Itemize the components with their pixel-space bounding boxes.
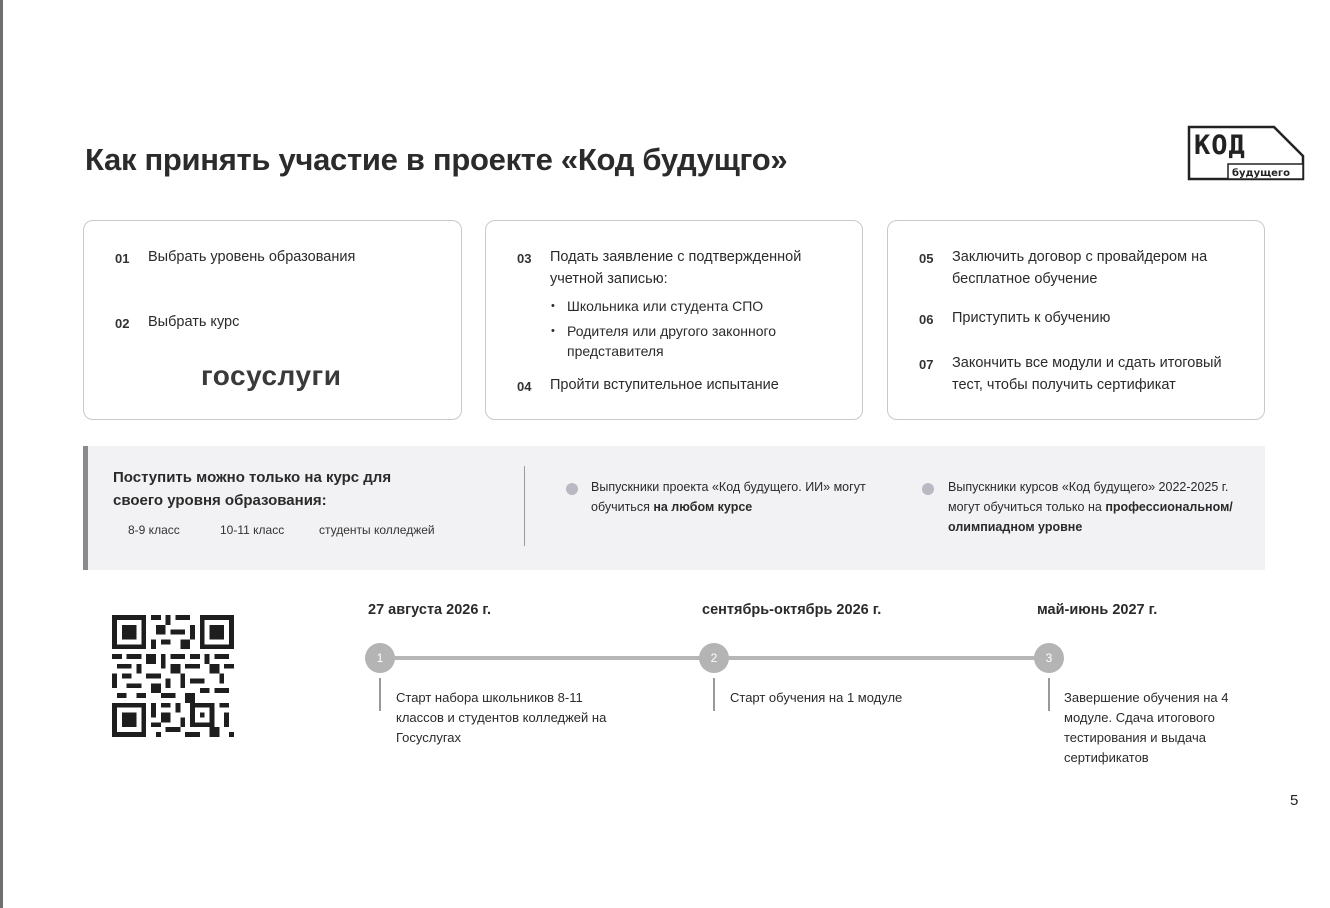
page-number: 5	[1290, 792, 1299, 809]
step-number: 01	[115, 251, 130, 266]
gosuslugi-logo: госуслуги	[201, 360, 342, 391]
timeline-date-1: 27 августа 2026 г.	[368, 602, 492, 618]
note-text: Выпускники курсов «Код будущего» 2022-2025 г. могут обучиться только на	[948, 480, 1229, 514]
steps-card-3	[887, 220, 1265, 420]
logo-text-main: КОД	[1194, 130, 1246, 161]
note-ai-graduates	[591, 477, 871, 517]
level-10-11: 10-11 класс	[220, 523, 285, 537]
timeline-marker-2: 2	[699, 643, 729, 673]
timeline-date-3: май-июнь 2027 г.	[1037, 602, 1158, 618]
kod-budushchego-logo	[1186, 124, 1306, 182]
qr-code[interactable]	[112, 615, 234, 737]
level-8-9: 8-9 класс	[128, 523, 180, 537]
note-emphasis: профессиональном/ олимпиадном уровне	[948, 500, 1233, 534]
timeline-tick	[379, 678, 381, 711]
list-item: • Школьника или студента СПО	[551, 296, 811, 316]
step-number: 05	[919, 251, 934, 266]
bullet-dot-icon	[566, 483, 578, 495]
info-divider	[524, 466, 525, 546]
steps-card-2	[485, 220, 863, 420]
timeline-marker-3: 3	[1034, 643, 1064, 673]
timeline-desc-2: Старт обучения на 1 модуле	[730, 690, 903, 705]
note-course-graduates	[948, 477, 1233, 537]
step-number: 03	[517, 251, 532, 266]
list-item: • Родителя или другого законного представителя	[551, 321, 811, 361]
note-emphasis: на любом курсе	[653, 500, 753, 514]
timeline-tick	[1048, 678, 1050, 711]
info-band-title: Поступить можно только на курс для своего уровня образования:	[113, 469, 392, 509]
step-number: 06	[919, 312, 934, 327]
logo-text-sub: будущего	[1232, 168, 1291, 179]
timeline-marker-1: 1	[365, 643, 395, 673]
page-title: Как принять участие в проекте «Код будущго»	[85, 142, 788, 177]
level-college: студенты колледжей	[319, 523, 435, 537]
timeline-date-2: сентябрь-октябрь 2026 г.	[702, 602, 882, 618]
step-text: Подать заявление с подтвержденной учетной записью:	[550, 249, 802, 287]
steps-card-1	[83, 220, 462, 420]
timeline-tick	[713, 678, 715, 711]
timeline-desc-1: Старт набора школьников 8-11 классов и студентов колледжей на Госуслугах	[396, 690, 607, 745]
step-text: Выбрать курс	[148, 314, 240, 330]
step-number: 02	[115, 316, 130, 331]
step-text: Пройти вступительное испытание	[550, 377, 779, 393]
bullet-dot-icon	[922, 483, 934, 495]
page-left-border	[0, 0, 3, 908]
account-types-list	[551, 296, 811, 366]
step-number: 07	[919, 357, 934, 372]
step-number: 04	[517, 379, 532, 394]
note-text: Выпускники проекта «Код будущего. ИИ» могут обучиться	[591, 480, 866, 514]
timeline-desc-3: Завершение обучения на 4 модуле. Сдача итогового тестирования и выдача сертификатов	[1064, 690, 1229, 765]
step-text: Закончить все модули и сдать итоговый тест, чтобы получить сертификат	[952, 355, 1222, 393]
step-text: Выбрать уровень образования	[148, 249, 356, 265]
step-text: Приступить к обучению	[952, 310, 1111, 326]
info-band-accent	[83, 446, 88, 570]
step-text: Заключить договор с провайдером на бесплатное обучение	[952, 249, 1208, 287]
